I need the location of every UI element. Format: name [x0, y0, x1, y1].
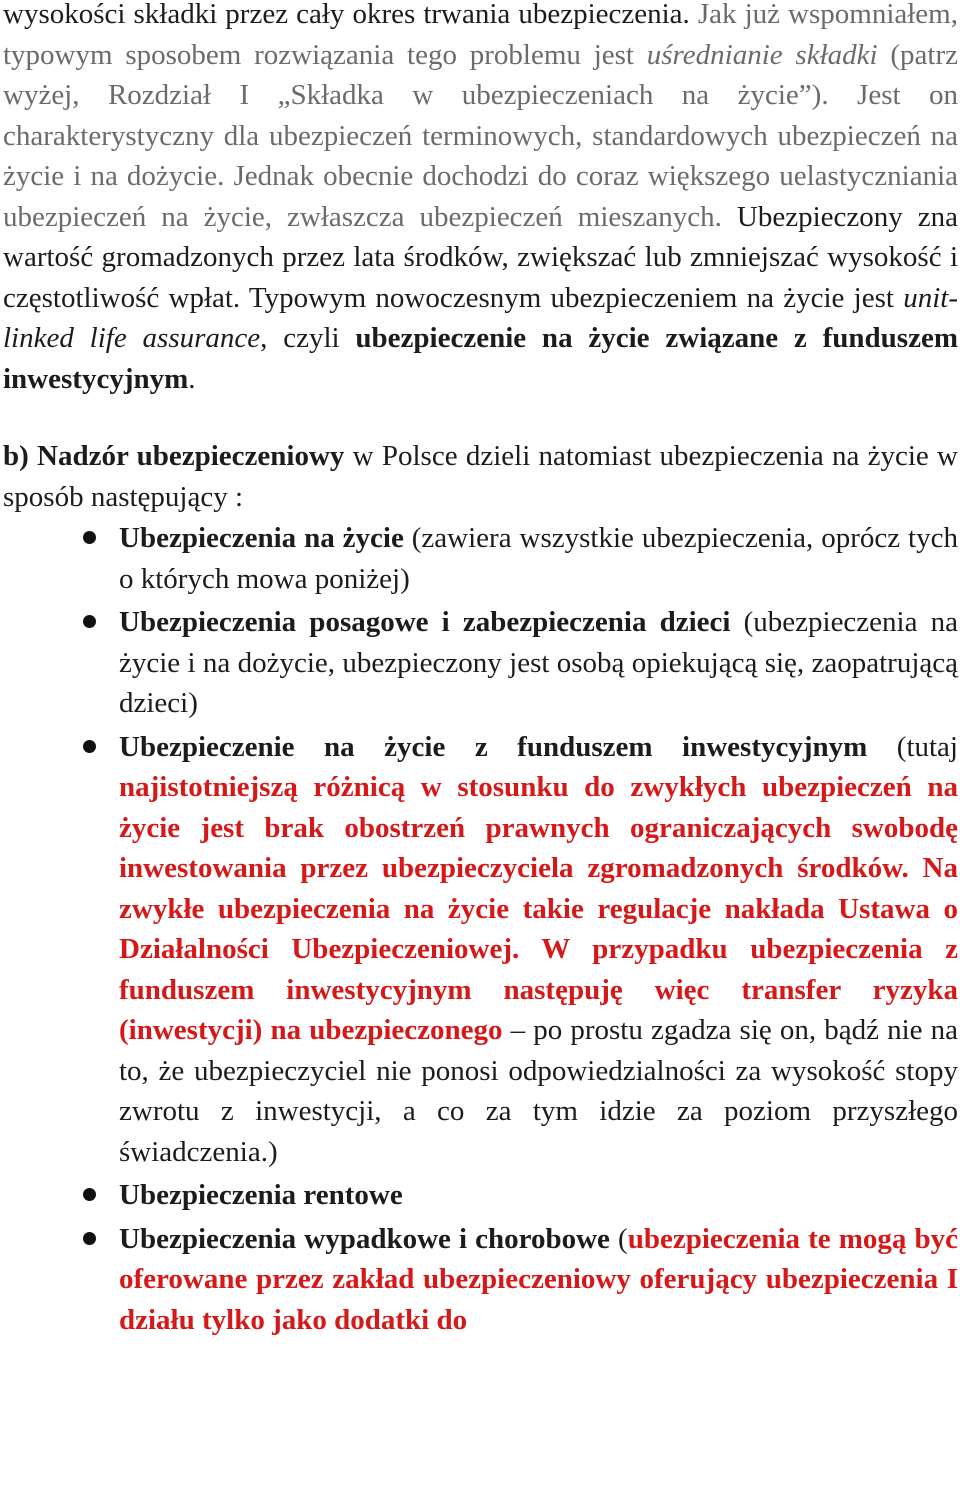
bullet-icon — [83, 1188, 96, 1201]
list-item-text: (tutaj — [867, 730, 958, 763]
bullet-icon — [83, 740, 96, 753]
italic-term-unit-linked: unit-linked life assurance — [3, 281, 958, 354]
italic-term-averaging: uśrednianie składki — [646, 38, 878, 71]
paragraph-supervision — [3, 436, 958, 517]
text-run: wysokości składki przez cały okres trwania ubezpieczenia. — [3, 0, 690, 30]
list-item-red-emphasis: najistotniejszą różnicą w stosunku do zwykłych ubezpieczeń na życie jest brak obostrzeń prawnych ograniczających swobodę inwestowania przez ubezpieczyciela zgromadzonych środków. Na zwykłe ubezpieczenia na życie takie regulacje nakłada Ustawa o Działalności Ubezpieczeniowej. W przypadku ubezpieczenia z funduszem inwestycyjnym następuję więc transfer ryzyka (inwestycji) na ubezpieczonego — [119, 771, 958, 1046]
list-item-title: Ubezpieczenia na życie — [119, 522, 404, 554]
text-run: w Polsce dzieli natomiast ubezpieczenia na życie w sposób następujący : — [3, 440, 958, 513]
list-item-dowry-insurance — [119, 602, 958, 724]
bullet-icon — [83, 531, 96, 544]
bullet-icon — [83, 1232, 96, 1245]
text-run-gray — [3, 0, 958, 233]
text-run: . — [188, 362, 196, 395]
list-item-unit-linked-insurance — [119, 727, 958, 1173]
list-item-text: (ubezpieczenia na życie i na dożycie, ubezpieczony jest osobą opiekującą się, zaopatrującą dzieci) — [119, 606, 958, 719]
paragraph-unit-linked — [3, 0, 958, 399]
text-run: Jak już wspomniałem, typowym sposobem rozwiązania tego problemu jest — [3, 0, 958, 71]
list-item-title: Ubezpieczenia rentowe — [119, 1179, 403, 1211]
text-run: Jest on charakterystyczny dla ubezpieczeń terminowych, standardowych ubezpieczeń na życie i na dożycie. — [3, 79, 959, 192]
text-run: (patrz wyżej, Rozdział I „Składka w ubezpieczeniach na życie”). — [3, 38, 958, 111]
list-item-accident-health-insurance — [119, 1219, 958, 1341]
text-run: Ubezpieczony zna wartość gromadzonych przez lata środków, zwiększać lub zmniejszać wysokość i częstotliwość wpłat. — [3, 200, 958, 314]
list-item-text: (zawiera wszystkie ubezpieczenia, oprócz tych o których mowa poniżej) — [119, 522, 958, 595]
bold-term-investment-fund: ubezpieczenie na życie związane z funduszem inwestycyjnym — [3, 322, 958, 395]
bullet-icon — [83, 615, 96, 628]
list-item-red-emphasis: ubezpieczenia te mogą być oferowane przez zakład ubezpieczeniowy oferujący ubezpieczenia I działu tylko jako dodatki do — [119, 1222, 958, 1336]
list-item-title: Ubezpieczenia posagowe i zabezpieczenia dzieci — [119, 606, 731, 638]
bold-heading-supervision: b) Nadzór ubezpieczeniowy — [3, 440, 345, 472]
list-item-title: Ubezpieczenie na życie z funduszem inwestycyjnym — [119, 730, 868, 763]
insurance-types-list — [3, 518, 958, 1340]
list-item-text: – po prostu zgadza się on, bądź nie na to, że ubezpieczyciel nie ponosi odpowiedzialności za wysokość stopy zwrotu z inwestycji, a co za tym idzie za poziom przyszłego świadczenia.) — [119, 1014, 958, 1168]
list-item-life-insurance — [119, 518, 958, 599]
list-item-title: Ubezpieczenia wypadkowe i chorobowe — [119, 1222, 610, 1255]
text-run: , czyli — [260, 322, 356, 354]
list-item-text: ( — [609, 1222, 628, 1255]
text-run: Jednak obecnie dochodzi do coraz większego uelastyczniania ubezpieczeń na życie, zwłaszcza ubezpieczeń mieszanych. — [3, 160, 958, 233]
list-item-annuity-insurance — [119, 1175, 958, 1216]
text-run: Typowym nowoczesnym ubezpieczeniem na życie jest — [240, 281, 904, 314]
